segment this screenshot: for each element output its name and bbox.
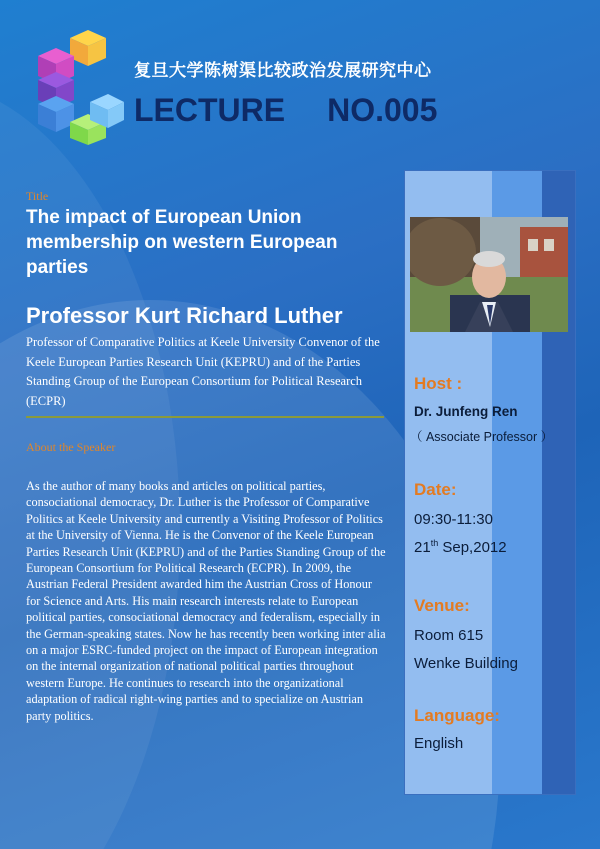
date-heading: Date: — [414, 480, 457, 499]
time-value: 09:30-11:30 — [414, 511, 493, 528]
language-heading: Language: — [414, 706, 500, 725]
date-day: 21 — [414, 539, 431, 556]
venue-building: Wenke Building — [414, 655, 518, 672]
speaker-photo — [410, 217, 568, 332]
section-divider — [26, 416, 384, 418]
about-label: About the Speaker — [26, 440, 116, 454]
host-name: Dr. Junfeng Ren — [414, 404, 518, 419]
venue-heading: Venue: — [414, 596, 470, 615]
cube-logo-icon — [30, 30, 125, 145]
speaker-name: Professor Kurt Richard Luther — [26, 303, 343, 328]
date-month-year: Sep,2012 — [438, 539, 507, 556]
venue-room: Room 615 — [414, 627, 484, 644]
speaker-affiliation: Professor of Comparative Politics at Keele University Convenor of the Keele European Parties Research Unit (KEPRU) and of the Parties Standing Group of the European Consortium for Political Research (ECPR) — [26, 335, 380, 408]
date-value — [414, 538, 507, 556]
lecture-heading — [134, 92, 437, 129]
lecture-title: The impact of European Union membership on western European parties — [26, 207, 338, 278]
date-suffix: th — [430, 538, 439, 548]
language-value: English — [414, 735, 464, 752]
host-heading: Host : — [414, 374, 463, 393]
speaker-bio: As the author of many books and articles on political parties, consociational democracy, Dr. Luther is the Professor of Comparative Politics at Keele University and currently a Visiting Professor of Politics at the University of Vienna. He is the Convenor of the Keele European Parties Research Unit (KEPRU) and of the Parties Standing Group of the European Consortium for Political Research (ECPR). In 2009, the Austrian Federal President awarded him the Austrian Cross of Honour for Science and Arts. His main research interests relate to European political parties, consociational democracy and federalism, especially in the German-speaking states. Now he has recently been working inter alia on a major ESRC-funded project on the impact of European integration on the internal organization of national political parties throughout western Europe. He continues to research into the organizational adaptation of radical right-wing parties and to specialize on Austrian party politics. — [26, 479, 386, 723]
host-title: （ Associate Professor ） — [410, 430, 554, 444]
title-label: Title — [26, 189, 49, 203]
organization-name: 复旦大学陈树渠比较政治发展研究中心 — [134, 61, 432, 81]
lecture-label: LECTURE — [134, 92, 286, 128]
lecture-number: NO.005 — [327, 92, 438, 128]
